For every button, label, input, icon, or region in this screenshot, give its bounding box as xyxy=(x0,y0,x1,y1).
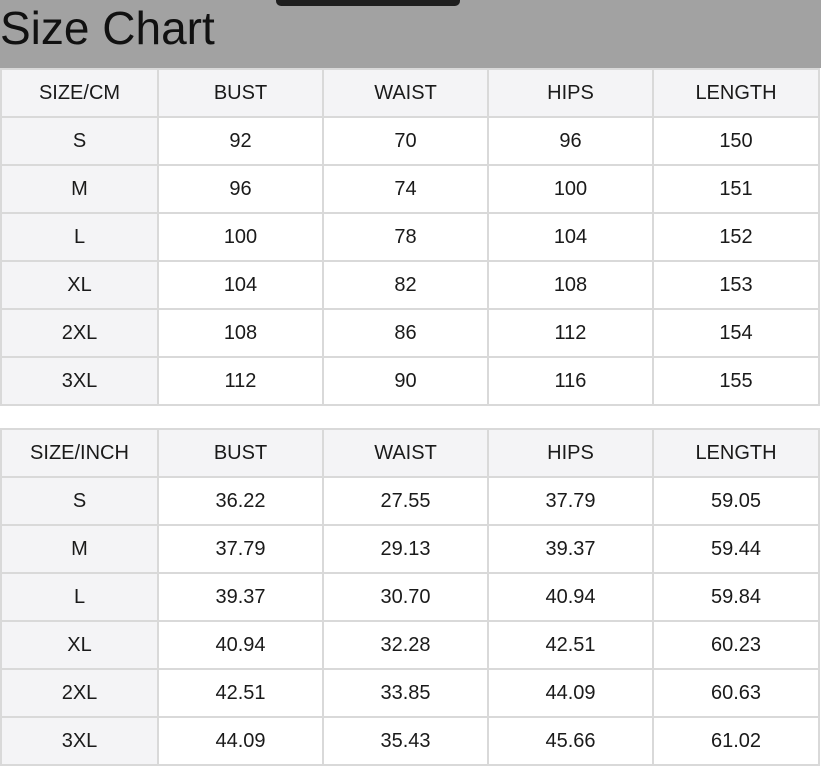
size-label-cell: XL xyxy=(1,261,158,309)
measurement-cell: 155 xyxy=(653,357,819,405)
measurement-cell: 59.84 xyxy=(653,573,819,621)
measurement-cell: 40.94 xyxy=(158,621,323,669)
measurement-cell: 150 xyxy=(653,117,819,165)
measurement-cell: 92 xyxy=(158,117,323,165)
size-label-cell: L xyxy=(1,573,158,621)
measurement-cell: 152 xyxy=(653,213,819,261)
column-header: WAIST xyxy=(323,69,488,117)
size-label-cell: 2XL xyxy=(1,669,158,717)
measurement-cell: 96 xyxy=(158,165,323,213)
column-header: HIPS xyxy=(488,69,653,117)
measurement-cell: 154 xyxy=(653,309,819,357)
measurement-cell: 108 xyxy=(488,261,653,309)
measurement-cell: 61.02 xyxy=(653,717,819,765)
size-label-cell: 3XL xyxy=(1,717,158,765)
column-header: BUST xyxy=(158,69,323,117)
table-header-row xyxy=(1,69,819,117)
measurement-cell: 29.13 xyxy=(323,525,488,573)
measurement-cell: 42.51 xyxy=(158,669,323,717)
measurement-cell: 104 xyxy=(488,213,653,261)
measurement-cell: 151 xyxy=(653,165,819,213)
table-row xyxy=(1,525,819,573)
measurement-cell: 86 xyxy=(323,309,488,357)
measurement-cell: 70 xyxy=(323,117,488,165)
size-label-cell: XL xyxy=(1,621,158,669)
measurement-cell: 153 xyxy=(653,261,819,309)
table-row xyxy=(1,357,819,405)
measurement-cell: 45.66 xyxy=(488,717,653,765)
measurement-cell: 32.28 xyxy=(323,621,488,669)
measurement-cell: 30.70 xyxy=(323,573,488,621)
measurement-cell: 36.22 xyxy=(158,477,323,525)
measurement-cell: 39.37 xyxy=(488,525,653,573)
table-row xyxy=(1,477,819,525)
column-header: HIPS xyxy=(488,429,653,477)
table-row xyxy=(1,573,819,621)
measurement-cell: 78 xyxy=(323,213,488,261)
size-label-cell: M xyxy=(1,525,158,573)
measurement-cell: 39.37 xyxy=(158,573,323,621)
measurement-cell: 60.23 xyxy=(653,621,819,669)
measurement-cell: 112 xyxy=(488,309,653,357)
column-header: SIZE/INCH xyxy=(1,429,158,477)
size-table-cm xyxy=(0,68,820,406)
table-row xyxy=(1,165,819,213)
measurement-cell: 60.63 xyxy=(653,669,819,717)
table-row xyxy=(1,213,819,261)
measurement-cell: 90 xyxy=(323,357,488,405)
column-header: WAIST xyxy=(323,429,488,477)
measurement-cell: 116 xyxy=(488,357,653,405)
table-header-row xyxy=(1,429,819,477)
column-header: BUST xyxy=(158,429,323,477)
measurement-cell: 44.09 xyxy=(488,669,653,717)
measurement-cell: 44.09 xyxy=(158,717,323,765)
measurement-cell: 100 xyxy=(488,165,653,213)
measurement-cell: 37.79 xyxy=(488,477,653,525)
measurement-cell: 27.55 xyxy=(323,477,488,525)
table-row xyxy=(1,117,819,165)
measurement-cell: 42.51 xyxy=(488,621,653,669)
column-header: SIZE/CM xyxy=(1,69,158,117)
measurement-cell: 74 xyxy=(323,165,488,213)
measurement-cell: 37.79 xyxy=(158,525,323,573)
size-label-cell: 3XL xyxy=(1,357,158,405)
measurement-cell: 96 xyxy=(488,117,653,165)
measurement-cell: 33.85 xyxy=(323,669,488,717)
measurement-cell: 40.94 xyxy=(488,573,653,621)
column-header: LENGTH xyxy=(653,429,819,477)
title-bar xyxy=(0,0,821,68)
measurement-cell: 108 xyxy=(158,309,323,357)
table-row xyxy=(1,309,819,357)
measurement-cell: 100 xyxy=(158,213,323,261)
column-header: LENGTH xyxy=(653,69,819,117)
size-label-cell: 2XL xyxy=(1,309,158,357)
table-row xyxy=(1,717,819,765)
measurement-cell: 82 xyxy=(323,261,488,309)
top-tab-handle xyxy=(276,0,460,6)
size-label-cell: M xyxy=(1,165,158,213)
table-row xyxy=(1,621,819,669)
size-label-cell: S xyxy=(1,117,158,165)
measurement-cell: 104 xyxy=(158,261,323,309)
measurement-cell: 59.05 xyxy=(653,477,819,525)
size-table-inch xyxy=(0,428,820,766)
size-label-cell: S xyxy=(1,477,158,525)
table-row xyxy=(1,261,819,309)
table-row xyxy=(1,669,819,717)
size-label-cell: L xyxy=(1,213,158,261)
measurement-cell: 59.44 xyxy=(653,525,819,573)
measurement-cell: 112 xyxy=(158,357,323,405)
page-title: Size Chart xyxy=(0,2,215,54)
measurement-cell: 35.43 xyxy=(323,717,488,765)
